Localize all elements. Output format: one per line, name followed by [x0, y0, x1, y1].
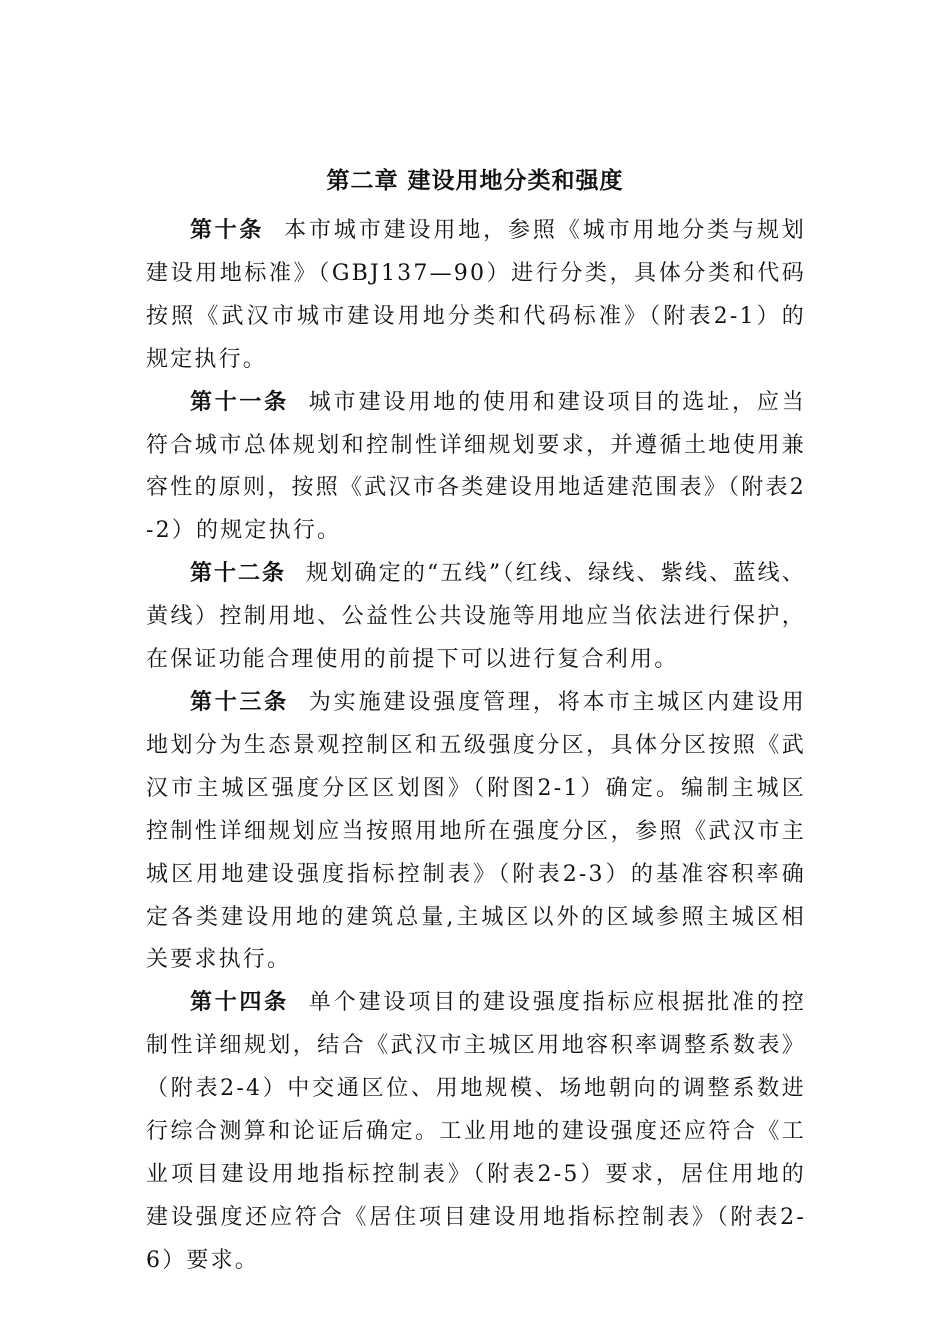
- article-text: 单个建设项目的建设强度指标应根据批准的控制性详细规划，结合《武汉市主城区用地容积率调整系数表》（附表2-4）中交通区位、用地规模、场地朝向的调整系数进行综合测算和论证后确定。工业用地的建设强度还应符合《工业项目建设用地指标控制表》（附表2-5）要求，居住用地的建设强度还应符合《居住项目建设用地指标控制表》（附表2-6）要求。: [146, 990, 806, 1273]
- article-text: 规划确定的“五线”（红线、绿线、紫线、蓝线、黄线）控制用地、公益性公共设施等用地应当依法进行保护，在保证功能合理使用的前提下可以进行复合利用。: [146, 561, 806, 673]
- article-paragraph: [146, 382, 806, 554]
- chapter-title: 第二章 建设用地分类和强度: [326, 168, 624, 195]
- article-number: 第十二条: [190, 561, 287, 587]
- article-number: 第十三条: [190, 689, 289, 715]
- article-text: 为实施建设强度管理，将本市主城区内建设用地划分为生态景观控制区和五级强度分区，具体分区按照《武汉市主城区强度分区区划图》（附图2-1）确定。编制主城区控制性详细规划应当按照用地所在强度分区，参照《武汉市主城区用地建设强度指标控制表》（附表2-3）的基准容积率确定各类建设用地的建筑总量,主城区以外的区域参照主城区相关要求执行。: [146, 689, 806, 973]
- article-text: 城市建设用地的使用和建设项目的选址，应当符合城市总体规划和控制性详细规划要求，并遵循土地使用兼容性的原则，按照《武汉市各类建设用地适建范围表》（附表2-2）的规定执行。: [146, 389, 806, 544]
- article-paragraph: [146, 682, 806, 982]
- article-text: 本市城市建设用地，参照《城市用地分类与规划建设用地标准》（GBJ137—90）进行分类，具体分类和代码按照《武汉市城市建设用地分类和代码标准》（附表2-1）的规定执行。: [146, 218, 806, 372]
- article-paragraph: [146, 553, 806, 682]
- article-paragraph: [146, 982, 806, 1282]
- article-paragraph: [146, 210, 806, 382]
- article-number: 第十条: [190, 218, 265, 243]
- document-body: [146, 210, 806, 1283]
- article-number: 第十一条: [190, 389, 289, 415]
- article-number: 第十四条: [190, 990, 289, 1016]
